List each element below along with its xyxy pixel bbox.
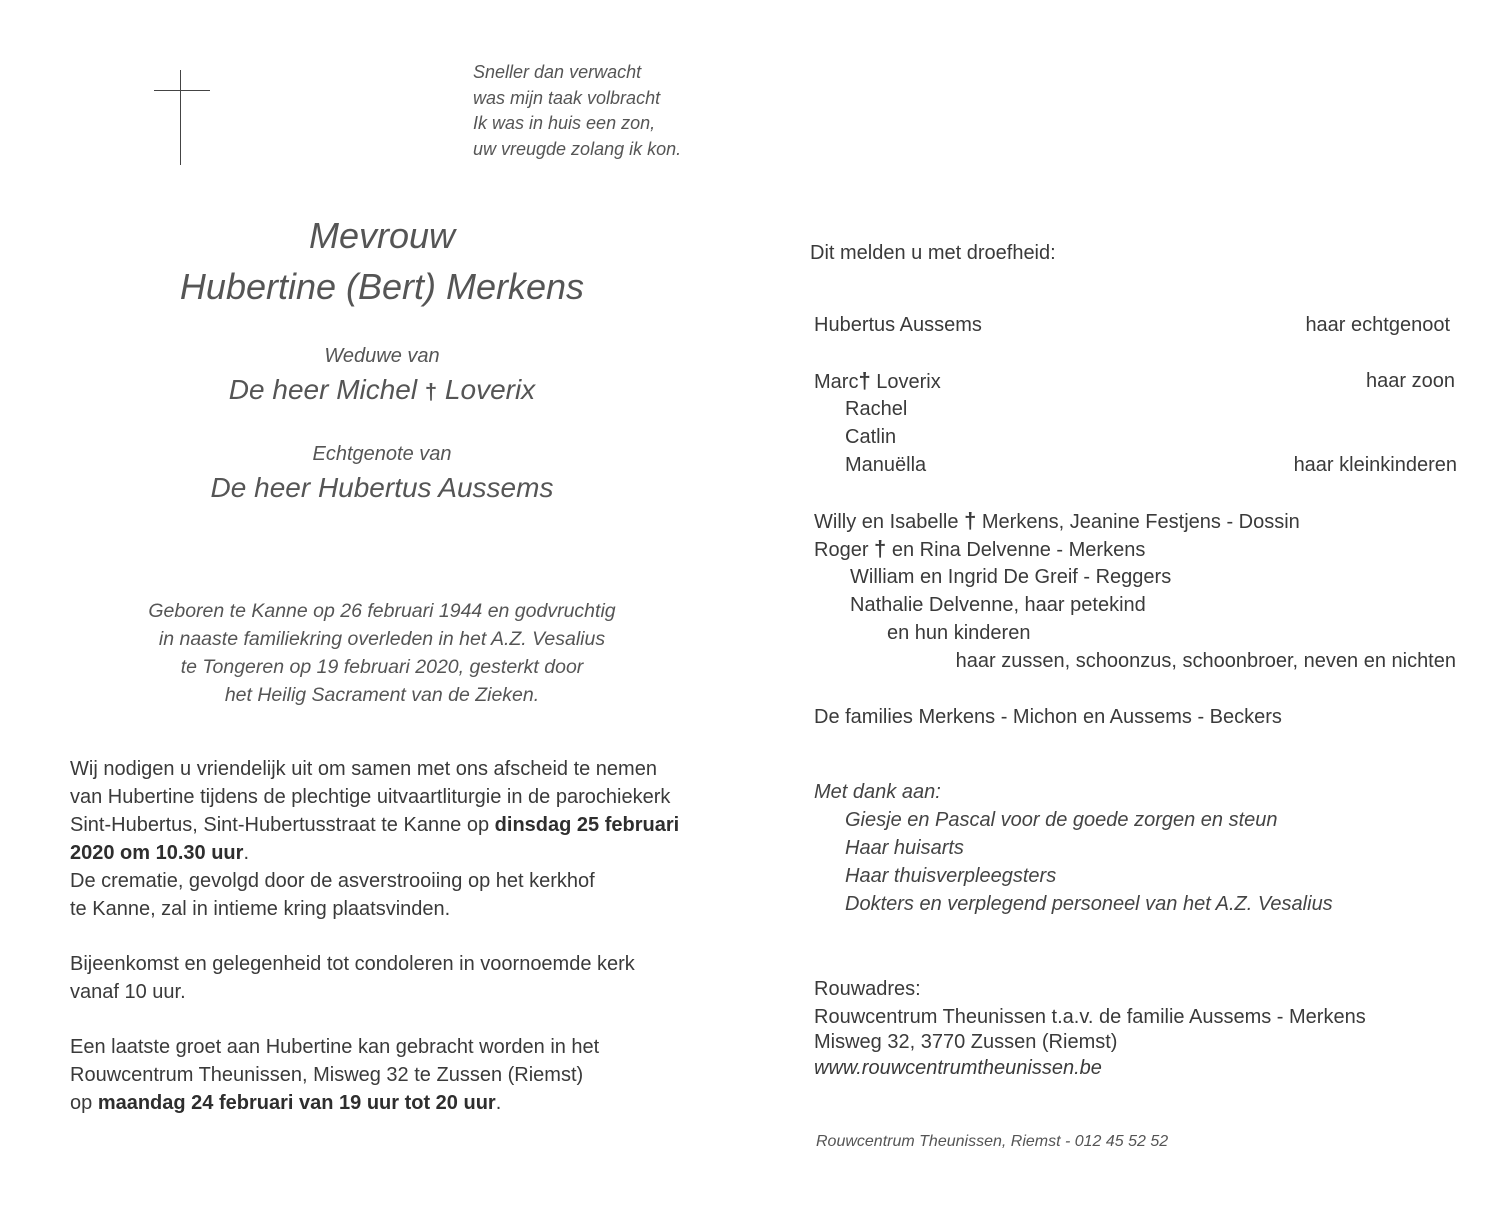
birth-line: het Heilig Sacrament van de Zieken. [224, 684, 540, 706]
website-link[interactable]: www.rouwcentrumtheunissen.be [814, 1057, 1102, 1079]
thanks-label: Met dank aan: [814, 781, 941, 803]
poem-line: was mijn taak volbracht [473, 87, 661, 108]
sibling-line: Roger † en Rina Delvenne - Merkens [814, 536, 1146, 561]
sibling-line: en hun kinderen [887, 622, 1031, 644]
sibling-line: William en Ingrid De Greif - Reggers [850, 566, 1172, 588]
birth-line: in naaste familiekring overleden in het A.Z. Vesalius [158, 628, 606, 650]
birth-line: Geboren te Kanne op 26 februari 1944 en godvruchtig [148, 600, 616, 622]
dagger-icon: † [874, 536, 887, 561]
thanks-item: Giesje en Pascal voor de goede zorgen en steun [845, 809, 1278, 831]
husband-name: Hubertus Aussems [814, 314, 982, 336]
grandchild-name: Manuëlla [845, 454, 927, 476]
dagger-icon: † [424, 379, 438, 404]
deceased-name: Hubertine (Bert) Merkens [179, 266, 585, 307]
widow-name: De heer Michel † Loverix [228, 374, 536, 405]
siblings-role: haar zussen, schoonzus, schoonbroer, neven en nichten [955, 650, 1456, 672]
spouse-label: Echtgenote van [312, 443, 452, 465]
widow-label: Weduwe van [324, 345, 440, 367]
dagger-icon: † [858, 368, 871, 393]
thanks-item: Haar thuisverpleegsters [845, 865, 1057, 887]
son-name: Marc† Loverix [814, 368, 941, 393]
title: Mevrouw [308, 215, 456, 256]
grandchild-name: Catlin [845, 426, 897, 448]
poem [473, 60, 681, 162]
families-line: De families Merkens - Michon en Aussems - Beckers [814, 706, 1282, 728]
birth-line: te Tongeren op 19 februari 2020, gesterkt door [180, 656, 584, 678]
thanks-item: Dokters en verplegend personeel van het A.Z. Vesalius [845, 893, 1333, 915]
birth-text [80, 597, 684, 709]
thanks-item: Haar huisarts [845, 837, 964, 859]
footer-text: Rouwcentrum Theunissen, Riemst - 012 45 52 52 [816, 1133, 1169, 1150]
address-line: Rouwcentrum Theunissen t.a.v. de familie Aussems - Merkens [814, 1006, 1366, 1028]
sibling-line: Nathalie Delvenne, haar petekind [850, 594, 1146, 616]
husband-role: haar echtgenoot [1305, 314, 1450, 336]
address-label: Rouwadres: [814, 978, 921, 1000]
poem-line: Sneller dan verwacht [473, 62, 642, 82]
poem-line: Ik was in huis een zon, [473, 113, 656, 133]
son-role: haar zoon [1366, 370, 1455, 392]
gathering-text: Bijeenkomst en gelegenheid tot condoleren in voornoemde kerk vanaf 10 uur. [70, 953, 635, 1003]
spouse-name: De heer Hubertus Aussems [210, 472, 554, 503]
poem-line: uw vreugde zolang ik kon. [473, 138, 682, 159]
farewell-text: Een laatste groet aan Hubertine kan gebracht worden in het Rouwcentrum Theunissen, Misweg 32 te Zussen (Riemst) op maandag 24 februari van 19 uur tot 20 uur. [70, 1036, 600, 1114]
address-line: Misweg 32, 3770 Zussen (Riemst) [814, 1031, 1118, 1053]
grandchild-name: Rachel [845, 398, 908, 420]
grandchildren-role: haar kleinkinderen [1293, 454, 1457, 476]
dagger-icon: † [964, 508, 977, 533]
announce-text: Dit melden u met droefheid: [810, 242, 1056, 264]
sibling-line: Willy en Isabelle † Merkens, Jeanine Festjens - Dossin [814, 508, 1300, 533]
invitation-text: Wij nodigen u vriendelijk uit om samen met ons afscheid te nemen van Hubertine tijdens de plechtige uitvaartliturgie in de parochiekerk Sint-Hubertus, Sint-Hubertusstraat te Kanne op dinsdag 25 februari 2020 om 10.30 uur. De crematie, gevolgd door de asverstrooiing op het kerkhof te Kanne, zal in intieme kring plaatsvinden. [70, 758, 680, 920]
